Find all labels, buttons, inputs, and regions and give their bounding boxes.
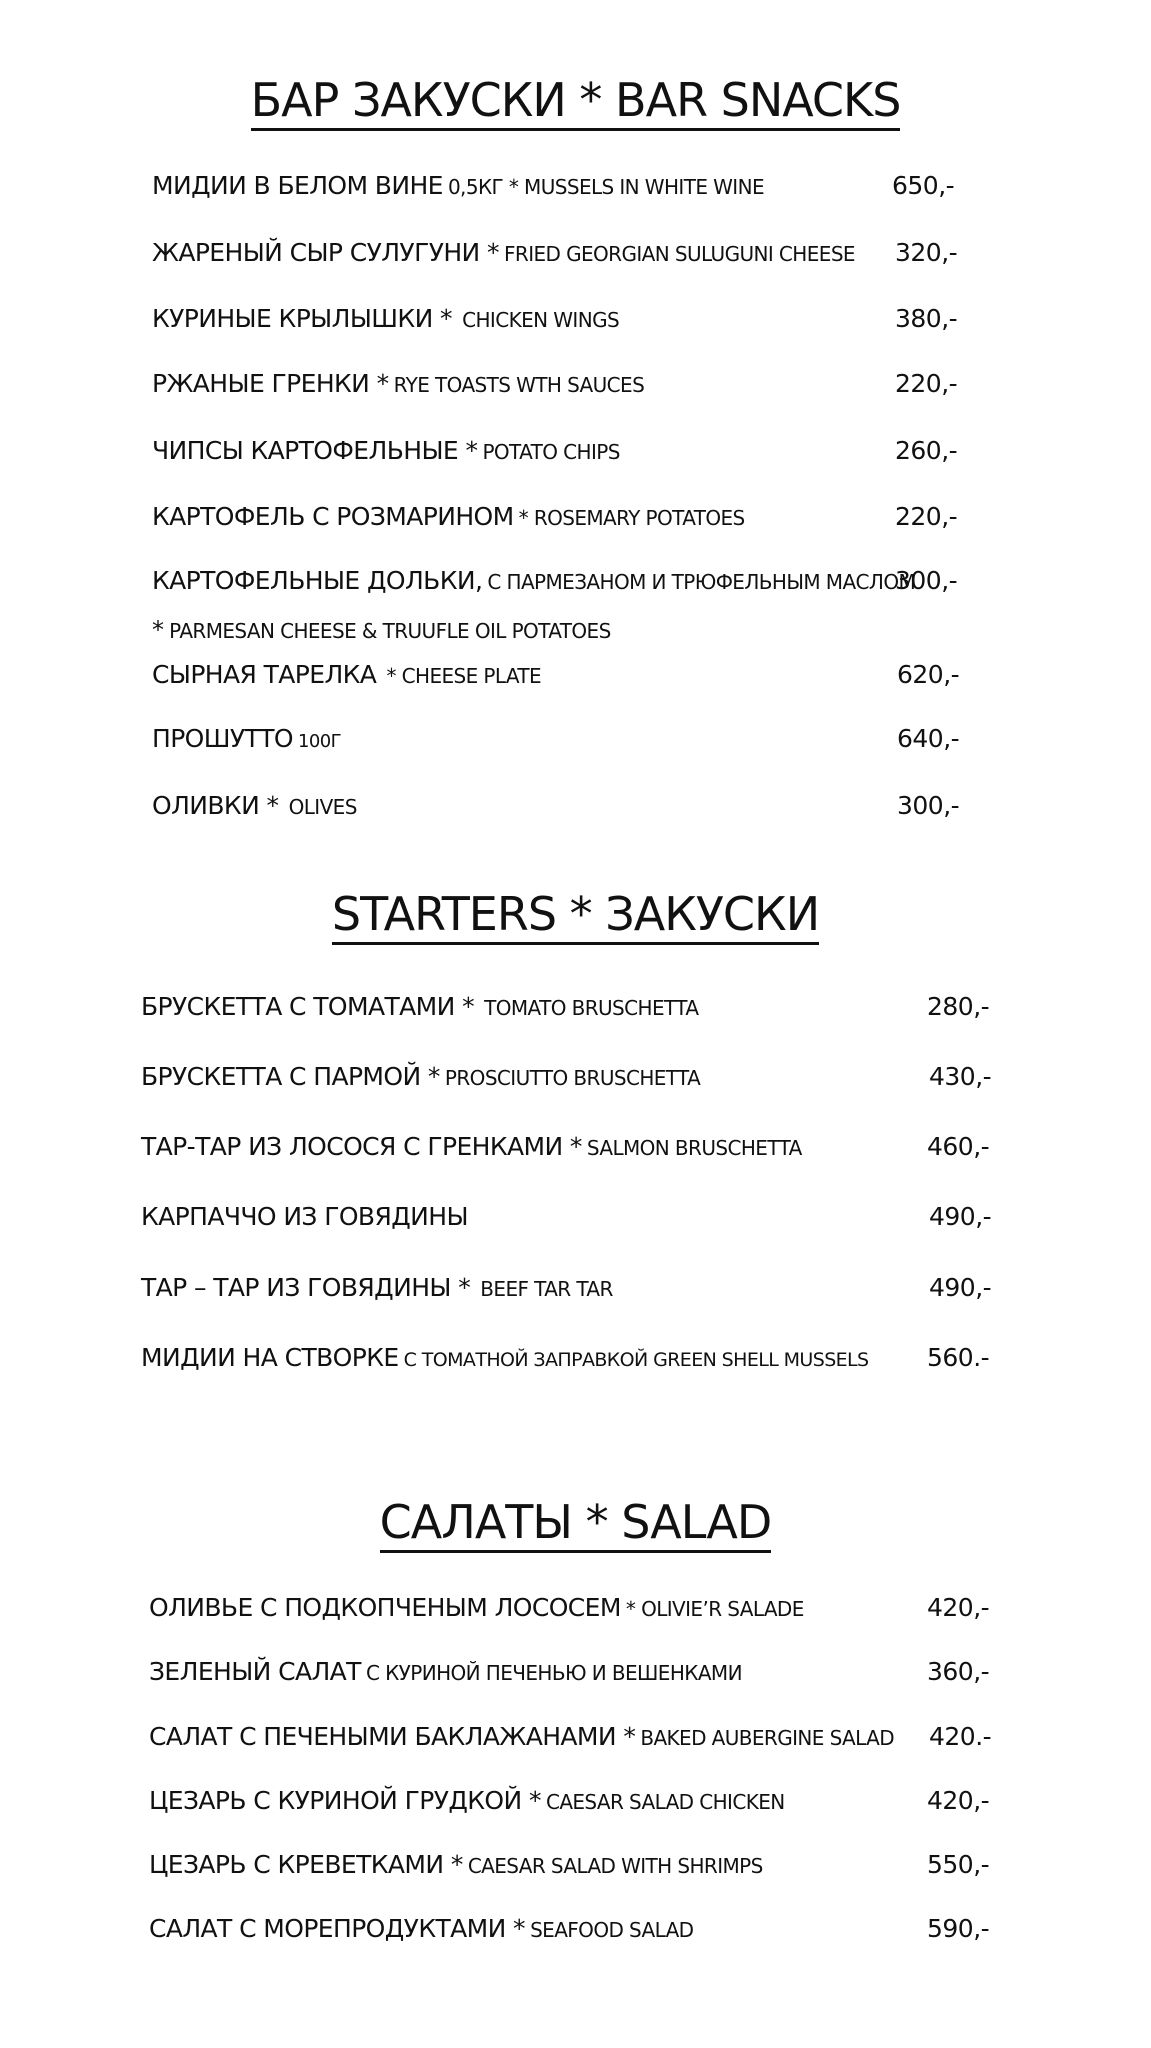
item-price: 360,-: [927, 1657, 990, 1686]
item-price: 420,-: [927, 1786, 990, 1815]
menu-item: КАРТОФЕЛЬНЫЕ ДОЛЬКИ, С ПАРМЕЗАНОМ И ТРЮФЕЛЬНЫМ МАСЛОМ: [152, 566, 916, 595]
menu-item: БРУСКЕТТА С ПАРМОЙ * PROSCIUTTO BRUSCHETTA: [141, 1062, 701, 1091]
item-price: 420.-: [929, 1722, 992, 1751]
item-price: 620,-: [897, 660, 960, 689]
item-description: * PARMESAN CHEESE & TRUUFLE OIL POTATOES: [152, 616, 611, 644]
menu-item: ЗЕЛЕНЫЙ САЛАТ С КУРИНОЙ ПЕЧЕНЬЮ И ВЕШЕНКАМИ: [149, 1657, 742, 1686]
menu-item: КУРИНЫЕ КРЫЛЫШКИ * CHICKEN WINGS: [152, 304, 620, 333]
item-price: 220,-: [895, 502, 958, 531]
starters-title: STARTERS * ЗАКУСКИ: [0, 886, 1151, 942]
item-price: 260,-: [895, 436, 958, 465]
menu-item: ПРОШУТТО 100Г: [152, 724, 341, 753]
item-price: 220,-: [895, 369, 958, 398]
item-price: 380,-: [895, 304, 958, 333]
item-price: 490,-: [929, 1273, 992, 1302]
item-price: 590,-: [927, 1914, 990, 1943]
menu-item: САЛАТ С ПЕЧЕНЫМИ БАКЛАЖАНАМИ * BAKED AUBERGINE SALAD: [149, 1722, 895, 1751]
menu-item: СЫРНАЯ ТАРЕЛКА * CHEESE PLATE: [152, 660, 542, 689]
item-price: 560.-: [927, 1343, 990, 1372]
menu-item: ТАР-ТАР ИЗ ЛОСОСЯ С ГРЕНКАМИ * SALMON BRUSCHETTA: [141, 1132, 802, 1161]
menu-item: ОЛИВКИ * OLIVES: [152, 791, 357, 820]
item-price: 430,-: [929, 1062, 992, 1091]
item-price: 460,-: [927, 1132, 990, 1161]
item-price: 320,-: [895, 238, 958, 267]
bar-snacks-title: БАР ЗАКУСКИ * BAR SNACKS: [0, 72, 1151, 128]
menu-item: ЦЕЗАРЬ С КРЕВЕТКАМИ * CAESAR SALAD WITH SHRIMPS: [149, 1850, 763, 1879]
item-price: 300,-: [895, 566, 958, 595]
menu-item: КАРПАЧЧО ИЗ ГОВЯДИНЫ: [141, 1202, 468, 1231]
menu-item: БРУСКЕТТА С ТОМАТАМИ * TOMATO BRUSCHETTA: [141, 992, 699, 1021]
menu-item: САЛАТ С МОРЕПРОДУКТАМИ * SEAFOOD SALAD: [149, 1914, 694, 1943]
menu-item: ЖАРЕНЫЙ СЫР СУЛУГУНИ * FRIED GEORGIAN SULUGUNI CHEESE: [152, 238, 855, 267]
menu-item: МИДИИ НА СТВОРКЕ С ТОМАТНОЙ ЗАПРАВКОЙ GREEN SHELL MUSSELS: [141, 1343, 869, 1372]
menu-item: ОЛИВЬЕ С ПОДКОПЧЕНЫМ ЛОСОСЕМ * OLIVIE’R SALADE: [149, 1593, 804, 1622]
item-price: 420,-: [927, 1593, 990, 1622]
menu-item: РЖАНЫЕ ГРЕНКИ * RYE TOASTS WTH SAUCES: [152, 369, 645, 398]
salad-title: САЛАТЫ * SALAD: [0, 1494, 1151, 1550]
menu-item: ЧИПСЫ КАРТОФЕЛЬНЫЕ * POTATO CHIPS: [152, 436, 620, 465]
item-price: 280,-: [927, 992, 990, 1021]
menu-item: ТАР – ТАР ИЗ ГОВЯДИНЫ * BEEF TAR TAR: [141, 1273, 613, 1302]
menu-item: КАРТОФЕЛЬ С РОЗМАРИНОМ * ROSEMARY POTATOES: [152, 502, 745, 531]
menu-item: МИДИИ В БЕЛОМ ВИНЕ 0,5КГ * MUSSELS IN WHITE WINE: [152, 171, 764, 200]
item-price: 640,-: [897, 724, 960, 753]
item-price: 490,-: [929, 1202, 992, 1231]
item-price: 650,-: [892, 171, 955, 200]
item-price: 550,-: [927, 1850, 990, 1879]
menu-item: ЦЕЗАРЬ С КУРИНОЙ ГРУДКОЙ * CAESAR SALAD CHICKEN: [149, 1786, 785, 1815]
item-price: 300,-: [897, 791, 960, 820]
